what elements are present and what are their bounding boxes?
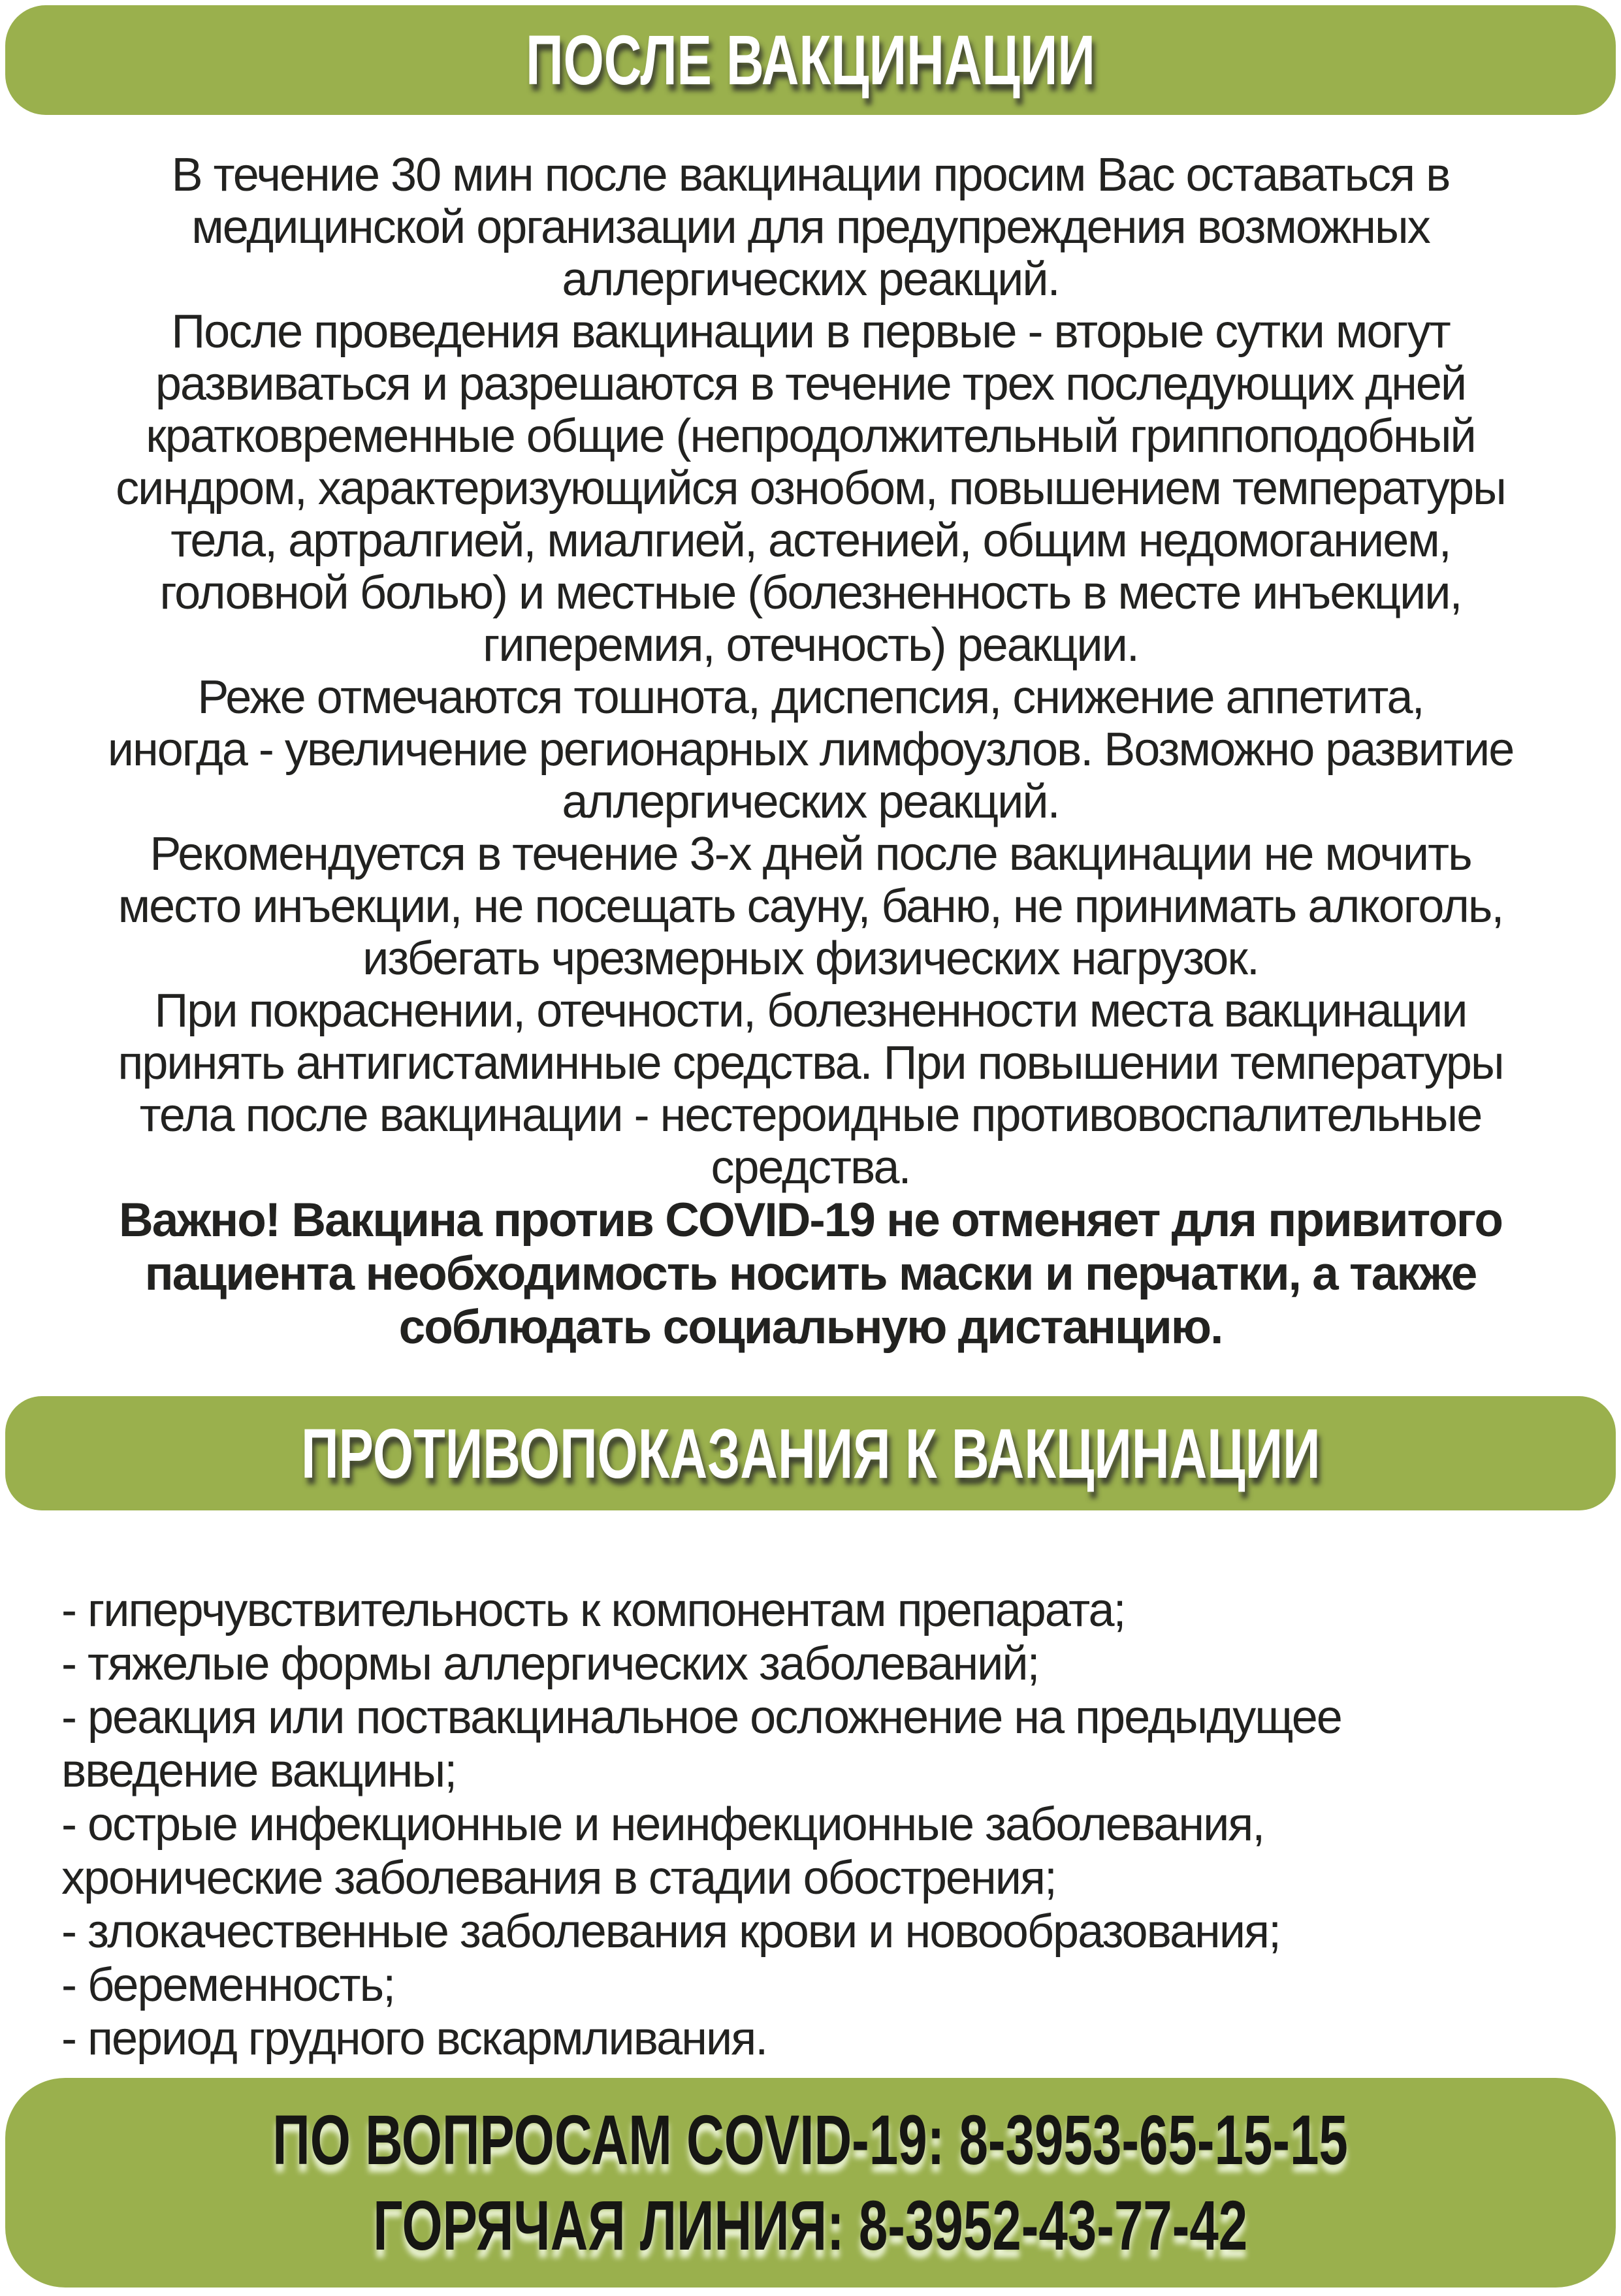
paragraph-line: Рекомендуется в течение 3-х дней после вакцинации не мочить: [150, 828, 1471, 880]
important-note-line: соблюдать социальную дистанцию.: [398, 1301, 1223, 1354]
after-vaccination-text-block: [0, 149, 1621, 1354]
paragraph-line: иногда - увеличение регионарных лимфоузлов. Возможно развитие: [107, 724, 1514, 776]
hotline-row: [5, 2183, 1616, 2268]
list-item-line: - период грудного вскармливания.: [61, 2013, 767, 2065]
after-vaccination-banner-title: ПОСЛЕ ВАКЦИНАЦИИ: [526, 20, 1095, 99]
list-item-line: введение вакцины;: [61, 1745, 457, 1797]
paragraph-line: В течение 30 мин после вакцинации просим Вас оставаться в: [171, 149, 1450, 201]
list-item-line: хронические заболевания в стадии обострения;: [61, 1852, 1056, 1904]
contraindications-banner: [5, 1396, 1616, 1510]
paragraph-line: развиваться и разрешаются в течение трех последующих дней: [155, 358, 1466, 410]
list-item-line: - реакция или поствакцинальное осложнение на предыдущее: [61, 1691, 1341, 1744]
after-vaccination-banner: [5, 5, 1616, 115]
paragraph-line: медицинской организации для предупреждения возможных: [191, 201, 1430, 253]
paragraph-line: принять антигистаминные средства. При повышении температуры: [118, 1037, 1503, 1089]
contraindications-list: [0, 1584, 1621, 2065]
list-item-line: - острые инфекционные и неинфекционные заболевания,: [61, 1798, 1264, 1851]
paragraph-line: После проведения вакцинации в первые - вторые сутки могут: [171, 306, 1450, 358]
list-item-line: - беременность;: [61, 1959, 395, 2011]
paragraph-line: средства.: [711, 1141, 910, 1194]
list-item-line: - тяжелые формы аллергических заболеваний;: [61, 1638, 1039, 1690]
paragraph-line: головной болью) и местные (болезненность в месте инъекции,: [159, 567, 1462, 619]
hotline-covid-phone: ПО ВОПРОСАМ COVID-19: 8-3953-65-15-15: [272, 2100, 1349, 2180]
list-item-line: - гиперчувствительность к компонентам препарата;: [61, 1584, 1125, 1636]
paragraph-line: При покраснении, отечности, болезненности места вакцинации: [154, 985, 1467, 1037]
paragraph-line: аллергических реакций.: [562, 776, 1059, 828]
paragraph-line: аллергических реакций.: [562, 253, 1059, 306]
paragraph-line: тела после вакцинации - нестероидные противовоспалительные: [139, 1089, 1482, 1141]
paragraph-line: тела, артралгией, миалгией, астенией, общим недомоганием,: [170, 515, 1451, 567]
important-note-line: пациента необходимость носить маски и перчатки, а также: [144, 1247, 1477, 1300]
paragraph-line: гиперемия, отечность) реакции.: [483, 619, 1138, 671]
list-item-line: - злокачественные заболевания крови и новообразования;: [61, 1905, 1281, 1958]
contraindications-banner-title: ПРОТИВОПОКАЗАНИЯ К ВАКЦИНАЦИИ: [300, 1414, 1321, 1493]
paragraph-line: Реже отмечаются тошнота, диспепсия, снижение аппетита,: [197, 671, 1424, 724]
paragraph-line: место инъекции, не посещать сауну, баню, не принимать алкоголь,: [118, 880, 1503, 933]
paragraph-line: синдром, характеризующийся ознобом, повышением температуры: [116, 462, 1505, 515]
hotline-covid-row: [5, 2097, 1616, 2182]
paragraph-line: кратковременные общие (непродолжительный гриппоподобный: [146, 410, 1475, 462]
important-note-line: Важно! Вакцина против COVID-19 не отменяет для привитого: [119, 1194, 1502, 1247]
paragraph-line: избегать чрезмерных физических нагрузок.: [362, 933, 1259, 985]
hotline-banner: [5, 2078, 1616, 2288]
hotline-phone: ГОРЯЧАЯ ЛИНИЯ: 8-3952-43-77-42: [373, 2185, 1248, 2265]
